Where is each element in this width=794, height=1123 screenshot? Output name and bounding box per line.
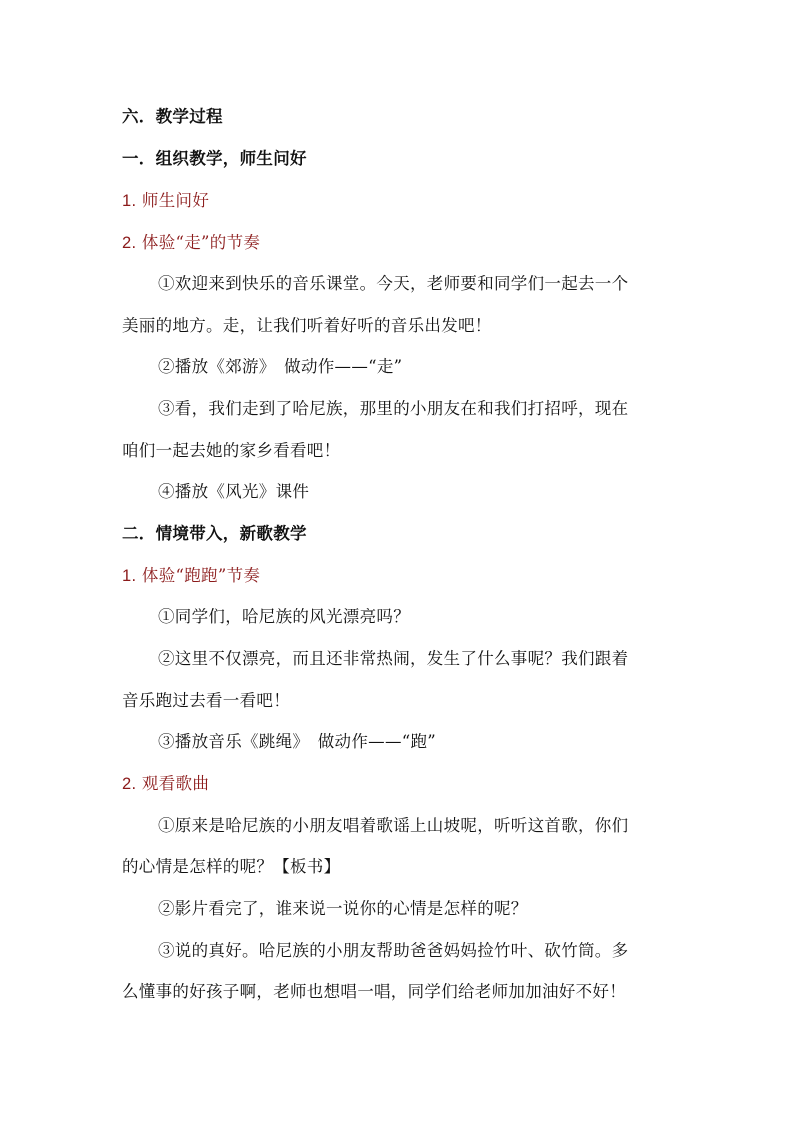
part1-subheading-2 <box>122 232 260 254</box>
paragraph-line: 美丽的地方。走，让我们听着好听的音乐出发吧！ <box>122 316 492 335</box>
paragraph-line: ④播放《风光》课件 <box>158 482 310 501</box>
subheading-number: 2. <box>122 775 137 793</box>
part2-subheading-2 <box>122 773 209 795</box>
part2-subheading-1 <box>122 565 260 587</box>
part2-heading: 二．情境带入，新歌教学 <box>122 524 307 543</box>
paragraph-line: ①同学们，哈尼族的风光漂亮吗？ <box>158 607 410 626</box>
paragraph-line: ②影片看完了，谁来说一说你的心情是怎样的呢？ <box>158 899 528 918</box>
paragraph-line: ②这里不仅漂亮，而且还非常热闹，发生了什么事呢？我们跟着 <box>158 649 629 668</box>
paragraph-line: 音乐跑过去看一看吧！ <box>122 691 290 710</box>
paragraph-line: ②播放《郊游》 做动作——“走” <box>158 357 403 376</box>
subheading-text: 师生问好 <box>136 191 210 210</box>
subheading-text: 体验“走”的节奏 <box>136 233 261 252</box>
paragraph-line: 么懂事的好孩子啊，老师也想唱一唱，同学们给老师加加油好不好！ <box>122 982 626 1001</box>
paragraph-line: ③看，我们走到了哈尼族，那里的小朋友在和我们打招呼，现在 <box>158 399 629 418</box>
section-title: 六．教学过程 <box>122 107 223 126</box>
paragraph-line: 的心情是怎样的呢？【板书】 <box>122 857 341 876</box>
subheading-text: 体验“跑跑”节奏 <box>136 566 261 585</box>
subheading-text: 观看歌曲 <box>136 774 210 793</box>
paragraph-line: ③播放音乐《跳绳》 做动作——“跑” <box>158 732 437 751</box>
subheading-number: 2. <box>122 234 137 252</box>
part1-heading: 一．组织教学，师生问好 <box>122 149 307 168</box>
paragraph-line: ①原来是哈尼族的小朋友唱着歌谣上山坡呢，听听这首歌，你们 <box>158 816 629 835</box>
paragraph-line: 咱们一起去她的家乡看看吧！ <box>122 441 341 460</box>
subheading-number: 1. <box>122 192 137 210</box>
paragraph-line: ①欢迎来到快乐的音乐课堂。今天，老师要和同学们一起去一个 <box>158 274 629 293</box>
subheading-number: 1. <box>122 567 137 585</box>
paragraph-line: ③说的真好。哈尼族的小朋友帮助爸爸妈妈捡竹叶、砍竹筒。多 <box>158 941 629 960</box>
part1-subheading-1 <box>122 190 209 212</box>
